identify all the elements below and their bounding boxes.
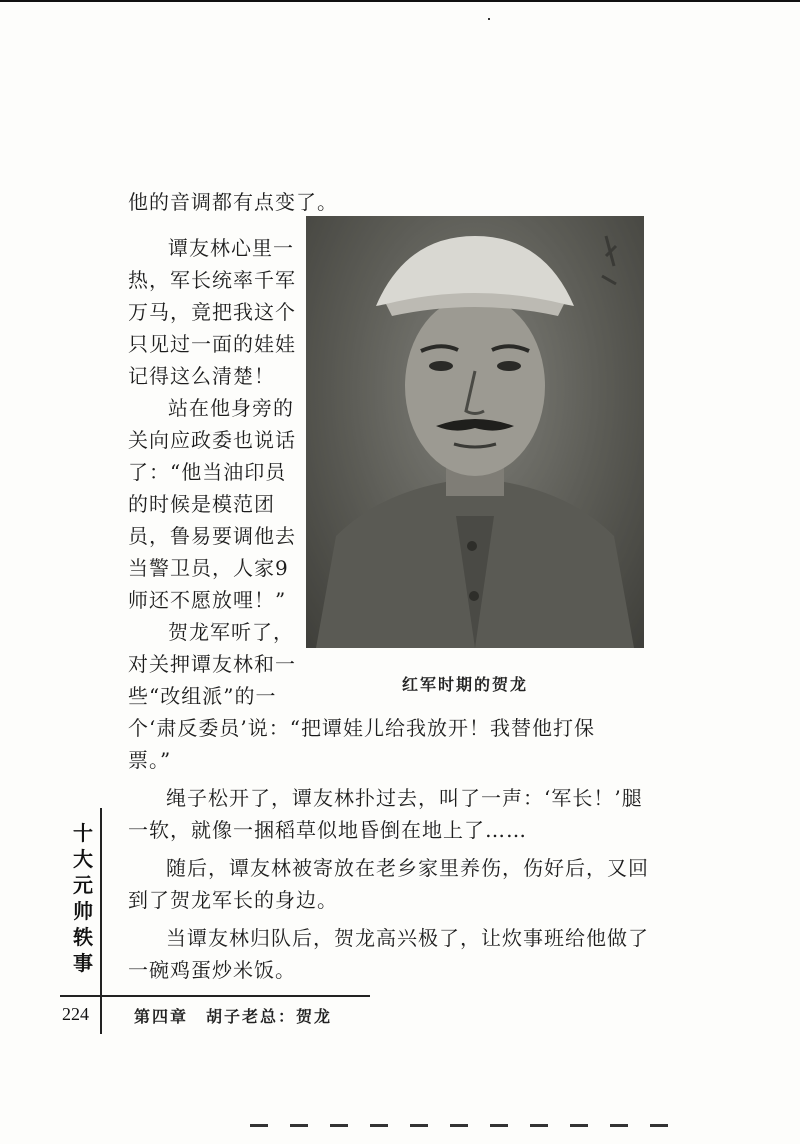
footer-rule — [60, 995, 370, 997]
running-head: 第四章 胡子老总：贺龙 — [134, 1007, 333, 1026]
text-line: 谭友林心里一 — [168, 236, 294, 260]
portrait-illustration — [306, 216, 644, 648]
text-line: 随后，谭友林被寄放在老乡家里养伤，伤好后，又回 — [166, 856, 649, 880]
text-line: 记得这么清楚！ — [128, 364, 275, 388]
text-line: 票。” — [128, 748, 172, 772]
portrait-photo — [306, 216, 644, 648]
text-line: 员，鲁易要调他去 — [128, 524, 296, 548]
text-line: 当谭友林归队后，贺龙高兴极了，让炊事班给他做了 — [166, 926, 649, 950]
text-line: 关向应政委也说话 — [128, 428, 296, 452]
text-line: 绳子松开了，谭友林扑过去，叫了一声：‘军长！’腿 — [166, 786, 643, 810]
text-line: 当警卫员，人家9 — [128, 556, 289, 580]
top-border-line — [0, 0, 800, 2]
text-line: 个‘肃反委员’说：“把谭娃儿给我放开！我替他打保 — [128, 716, 595, 740]
text-line: 只见过一面的娃娃 — [128, 332, 296, 356]
text-line: 一碗鸡蛋炒米饭。 — [128, 958, 296, 982]
text-line: 的时候是模范团 — [128, 492, 275, 516]
text-line: 一软，就像一捆稻草似地昏倒在地上了…… — [128, 818, 527, 842]
text-line: 对关押谭友林和一 — [128, 652, 296, 676]
side-vertical-rule — [100, 808, 102, 1034]
text-line: 到了贺龙军长的身边。 — [128, 888, 338, 912]
page-number: 224 — [62, 1004, 89, 1024]
text-line: 站在他身旁的 — [168, 396, 294, 420]
text-line: 万马，竟把我这个 — [128, 300, 296, 324]
text-line: 他的音调都有点变了。 — [128, 190, 338, 214]
scan-speck — [488, 18, 490, 20]
text-line: 了：“他当油印员 — [128, 460, 287, 484]
scan-bottom-edge — [250, 1124, 670, 1127]
text-line: 贺龙军听了， — [168, 620, 294, 644]
text-line: 师还不愿放哩！” — [128, 588, 287, 612]
text-line: 些“改组派”的一 — [128, 684, 277, 708]
text-line: 热，军长统率千军 — [128, 268, 296, 292]
book-title-vertical: 十大元帅轶事 — [73, 821, 93, 975]
photo-caption: 红军时期的贺龙 — [402, 675, 529, 694]
